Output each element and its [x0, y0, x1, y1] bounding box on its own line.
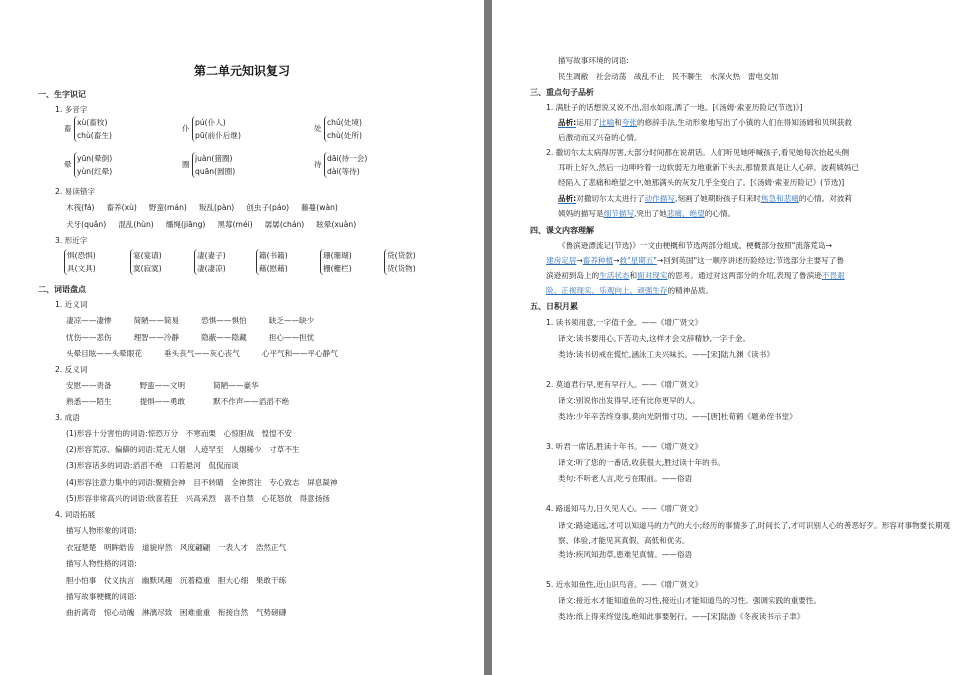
proverb-quote: 3. 听君一席话,胜读十年书。——《增广贤文》	[546, 442, 703, 451]
proverb-translation: 译文:读书要用心,下苦功夫,这样才会文辞精妙,一字千金。	[558, 334, 751, 343]
idiom-line: (2)形容荒凉、偏僻的词语:荒无人烟 人迹罕至 人烟稀少 寸草不生	[66, 445, 300, 454]
similar-char-pair: 宴(宴请) 寞(寂寞)	[130, 249, 162, 275]
analysis-line: 后激动而又兴奋的心情。	[558, 133, 642, 142]
extension-label: 描写故事梗概的词语:	[66, 592, 137, 601]
similar-char-pair: 凄(妻子) 凄(凄凉)	[194, 249, 226, 275]
extension-label: 描写人物形象的词语:	[66, 526, 137, 535]
left-page	[0, 0, 484, 675]
analysis-line: 姨妈的描写是细节描写,突出了她悲痛、绝望的心情。	[558, 209, 736, 218]
word-list-row: 熟悉——陌生 提惧——勇敢 默不作声——滔滔不绝	[66, 397, 290, 406]
sentence-quote: 2. 撒切尔太太病得厉害,大部分时间都在说胡话。人们听见她呼喊孩子,看见她每次抬起头侧	[546, 148, 850, 157]
idiom-line: (1)形容十分害怕的词语:惊恐万分 不寒而栗 心惊胆战 惶惶不安	[66, 429, 292, 438]
polyphone-entry: yūn(晕倒) yùn(红晕)	[74, 152, 112, 178]
page-title: 第二单元知识复习	[193, 64, 290, 78]
paragraph-line: 滨逊初到岛上的生活状态和面对现实的思考。通过对这两部分的介绍,表现了鲁滨逊不畏艰	[546, 271, 845, 280]
idiom-line: (3)形容话多的词语:滔滔不绝 口若悬河 侃侃而谈	[66, 461, 239, 470]
section-heading: 二、词语盘点	[38, 285, 86, 294]
subsection-heading: 2. 易读错字	[55, 187, 96, 196]
polyphone-char: 圈	[182, 160, 190, 169]
polyphone-entry: chǔ(处境) chù(处所)	[324, 116, 362, 142]
proverb-similar: 类诗:读书切戒在慌忙,涵泳工夫兴味长。——[宋]陆九渊《读书》	[558, 350, 774, 359]
extension-words: 衣冠楚楚 明眸皓齿 道貌岸然 风度翩翩 一表人才 浩然正气	[66, 543, 287, 552]
sentence-quote: 经陷入了悲痛和绝望之中,她那满头的灰发几乎全变白了。[《汤姆·索亚历险记》(节选)]	[558, 178, 845, 187]
word-list-row: 木筏(fá) 畜养(xù) 野蛮(mán) 叛乱(pàn) 创虫子(páo) 藤蔓(wàn)	[66, 203, 338, 212]
similar-char-pair: 珊(珊瑚) 栅(栅栏)	[320, 249, 352, 275]
sentence-quote: 1. 满肚子的话想说又说不出,泪水如雨,洒了一地。[《汤姆·索亚历险记(节选)》]	[546, 103, 803, 112]
proverb-quote: 2. 莫道君行早,更有早行人。——《增广贤文》	[546, 380, 703, 389]
idiom-line: (4)形容注意力集中的词语:聚精会神 目不转睛 全神贯注 专心致志 屏息凝神	[66, 478, 338, 487]
word-list-row: 安慰——责备 野蛮——文明 简陋——豪华	[66, 381, 259, 390]
extension-words: 曲折离奇 惊心动魄 淋漓尽致 困难重重 衔接自然 气势磅礴	[66, 608, 287, 617]
proverb-quote: 4. 路遥知马力,日久见人心。——《增广贤文》	[546, 504, 703, 513]
similar-char-pair: 惧(恐惧) 具(文具)	[64, 249, 96, 275]
extension-label: 描写人物性格的词语:	[66, 559, 137, 568]
extension-words: 民生凋敝 社会动荡 战乱不止 民不聊生 水深火热 雷电交加	[558, 72, 779, 81]
similar-char-pair: 籍(书籍) 藉(慰藉)	[256, 249, 288, 275]
polyphone-char: 畜	[64, 124, 72, 133]
section-heading: 五、日积月累	[530, 302, 578, 311]
proverb-translation: 译文:听了您的一番话,收获很大,胜过读十年的书。	[558, 458, 725, 467]
subsection-heading: 1. 近义词	[55, 300, 88, 309]
proverb-translation: 译文:路途遥远,才可以知道马的力气的大小;经历的事情多了,时间长了,才可识别人心的善恶好歹。形容对事物要长期观察、体验,才能见其真假、高低和优劣。	[558, 521, 951, 545]
word-list-row: 犬牙(quǎn) 混乱(hùn) 缰绳(jiāng) 黑莓(méi) 孱孱(chán) 眩晕(xuàn)	[66, 220, 357, 229]
extension-label: 描写故事环境的词语:	[558, 56, 629, 65]
word-list-row: 头晕目眩——头晕眼花 垂头丧气——灰心丧气 心平气和——平心静气	[66, 349, 338, 358]
similar-char-pair: 贷(贷款) 货(货物)	[384, 249, 416, 275]
word-list-row: 凄凉——凄惨 简陋——简易 恐惧——惧怕 缺乏——缺少	[66, 316, 315, 325]
proverb-translation: 译文:接近水才能知道鱼的习性,接近山才能知道鸟的习性。强调实践的重要性。	[558, 596, 822, 605]
idiom-line: (5)形容非常高兴的词语:欣喜若狂 兴高采烈 喜不自禁 心花怒放 得意扬扬	[66, 494, 330, 503]
analysis-line: 品析:对撒切尔太太进行了动作描写,刻画了她期盼孩子归来时焦急和悲痛的心情。对波莉	[558, 194, 853, 203]
paragraph-line: 《鲁滨逊漂流记(节选)》一文由梗概和节选两部分组成。梗概部分按照"流落荒岛→	[558, 241, 832, 250]
extension-words: 胆小怕事 仗义执言 幽默风趣 沉着稳重 胆大心细 果敢干练	[66, 576, 287, 585]
subsection-heading: 4. 词语拓展	[55, 510, 96, 519]
sentence-quote: 耳听上好久,然后一边呻吟着一边软弱无力地重新下头去,那情景真是让人心碎。波莉姨妈已	[558, 163, 859, 172]
proverb-translation: 译文:别说你出发得早,还有比你更早的人。	[558, 396, 700, 405]
right-page	[492, 0, 970, 675]
subsection-heading: 3. 形近字	[55, 236, 88, 245]
polyphone-entry: xù(畜牧) chù(畜生)	[74, 116, 112, 142]
polyphone-char: 处	[314, 124, 322, 133]
polyphone-char: 待	[314, 160, 322, 169]
subsection-heading: 3. 成语	[55, 413, 80, 422]
subsection-heading: 1. 多音字	[55, 105, 88, 114]
polyphone-char: 晕	[64, 160, 72, 169]
paragraph-line: 险、正视现实、乐观向上、顽强生存的精神品质。	[546, 286, 714, 295]
polyphone-entry: dāi(待一会) dài(等待)	[324, 152, 367, 178]
polyphone-entry: juàn(猪圈) quān(圆圈)	[192, 152, 235, 178]
section-heading: 一、生字识记	[38, 90, 86, 99]
word-list-row: 忧伤——悲伤 理智——冷静 隐蔽——隐藏 担心——担忧	[66, 333, 315, 342]
section-heading: 四、课文内容理解	[530, 226, 594, 235]
proverb-similar: 类诗:少年辛苦终身事,莫向光阴惰寸功。——[唐]杜荀鹤《题弟侄书堂》	[558, 412, 797, 421]
proverb-similar: 类句:不听老人言,吃亏在眼前。——俗语	[558, 474, 693, 483]
polyphone-entry: pú(仆人) pū(前仆后继)	[192, 116, 241, 142]
analysis-line: 品析:运用了比喻和夸张的修辞手法,生动形象地写出了小镇的人们在得知汤姆和贝琪获救	[558, 118, 853, 127]
page-gutter	[484, 0, 492, 675]
paragraph-line: 建房定居→畜养种植→救"星期五"→回到英国"这一顺序讲述历险经过;节选部分主要写了鲁	[546, 256, 844, 265]
proverb-similar: 类诗:纸上得来终觉浅,绝知此事要躬行。——[宋]陆游《冬夜读书示子聿》	[558, 612, 805, 621]
section-heading: 三、重点句子品析	[530, 88, 594, 97]
proverb-similar: 类诗:疾风知劲草,患难见真情。——俗语	[558, 550, 693, 559]
proverb-quote: 5. 近水知鱼性,近山识鸟音。——《增广贤文》	[546, 580, 703, 589]
polyphone-char: 仆	[182, 124, 190, 133]
proverb-quote: 1. 读书须用意,一字值千金。——《增广贤文》	[546, 318, 703, 327]
subsection-heading: 2. 反义词	[55, 365, 88, 374]
